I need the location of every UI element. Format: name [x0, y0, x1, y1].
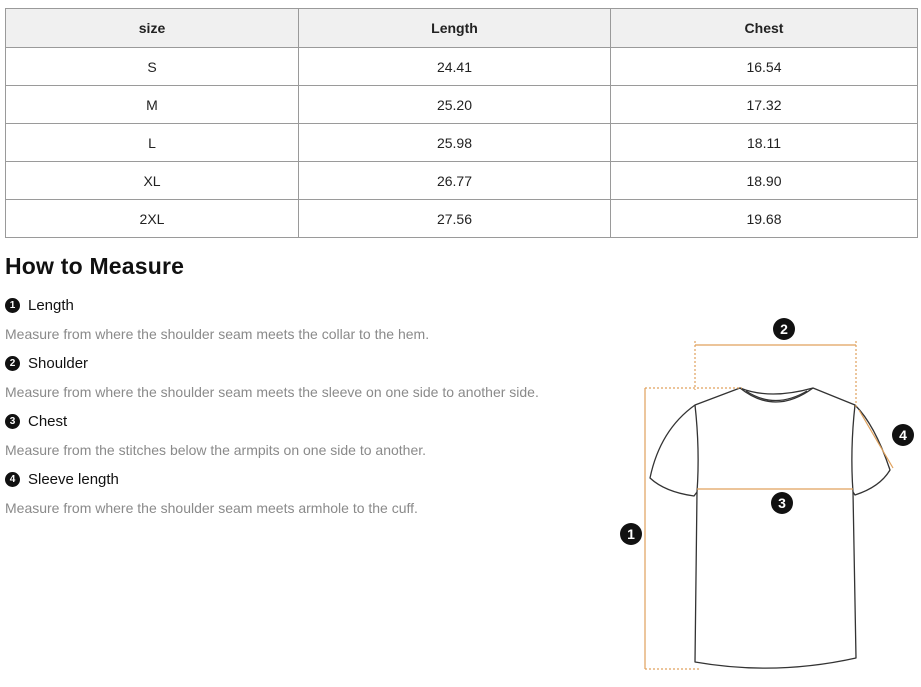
- step-sleeve-description: Measure from where the shoulder seam meets armhole to the cuff.: [5, 500, 418, 516]
- step-label: Shoulder: [28, 355, 89, 372]
- svg-text:2: 2: [780, 321, 788, 337]
- cell-length: 27.56: [299, 200, 611, 238]
- cell-size: L: [6, 124, 299, 162]
- step-chest-description: Measure from the stitches below the armpits on one side to another.: [5, 442, 427, 458]
- cell-length: 26.77: [299, 162, 611, 200]
- marker-2-icon: [773, 318, 795, 340]
- cell-length: 25.98: [299, 124, 611, 162]
- cell-size: 2XL: [6, 200, 299, 238]
- step-shoulder-description: Measure from where the shoulder seam meets the sleeve on one side to another side.: [5, 384, 539, 400]
- how-to-measure-title: How to Measure: [5, 253, 185, 279]
- svg-text:4: 4: [899, 427, 907, 443]
- step-number-icon: 3: [5, 414, 20, 429]
- step-sleeve-heading: [5, 471, 119, 488]
- header-size: size: [6, 9, 299, 48]
- step-number-icon: 4: [5, 472, 20, 487]
- step-shoulder-heading: [5, 355, 88, 372]
- step-label: Chest: [28, 413, 68, 430]
- cell-chest: 17.32: [611, 86, 918, 124]
- cell-chest: 18.90: [611, 162, 918, 200]
- step-number-icon: 2: [5, 356, 20, 371]
- step-length-heading: [5, 297, 74, 314]
- cell-chest: 18.11: [611, 124, 918, 162]
- cell-length: 24.41: [299, 48, 611, 86]
- header-length: Length: [299, 9, 611, 48]
- table-row: [6, 86, 918, 124]
- cell-size: XL: [6, 162, 299, 200]
- marker-3-icon: [771, 492, 793, 514]
- table-row: [6, 162, 918, 200]
- cell-length: 25.20: [299, 86, 611, 124]
- step-label: Sleeve length: [28, 471, 119, 488]
- step-chest-heading: [5, 413, 67, 430]
- table-row: [6, 124, 918, 162]
- header-chest: Chest: [611, 9, 918, 48]
- marker-1-icon: [620, 523, 642, 545]
- step-number-icon: 1: [5, 298, 20, 313]
- step-length-description: Measure from where the shoulder seam meets the collar to the hem.: [5, 326, 430, 342]
- table-row: [6, 200, 918, 238]
- cell-chest: 19.68: [611, 200, 918, 238]
- table-header-row: [6, 9, 918, 48]
- marker-4-icon: [892, 424, 914, 446]
- sleeve-measure-line: [859, 410, 893, 468]
- cell-size: S: [6, 48, 299, 86]
- cell-size: M: [6, 86, 299, 124]
- svg-text:3: 3: [778, 495, 786, 511]
- size-chart-table: [5, 8, 918, 238]
- cell-chest: 16.54: [611, 48, 918, 86]
- tshirt-measurement-diagram: [600, 305, 920, 680]
- tshirt-outline-icon: [650, 388, 890, 668]
- step-label: Length: [28, 297, 74, 314]
- table-row: [6, 48, 918, 86]
- svg-text:1: 1: [627, 526, 635, 542]
